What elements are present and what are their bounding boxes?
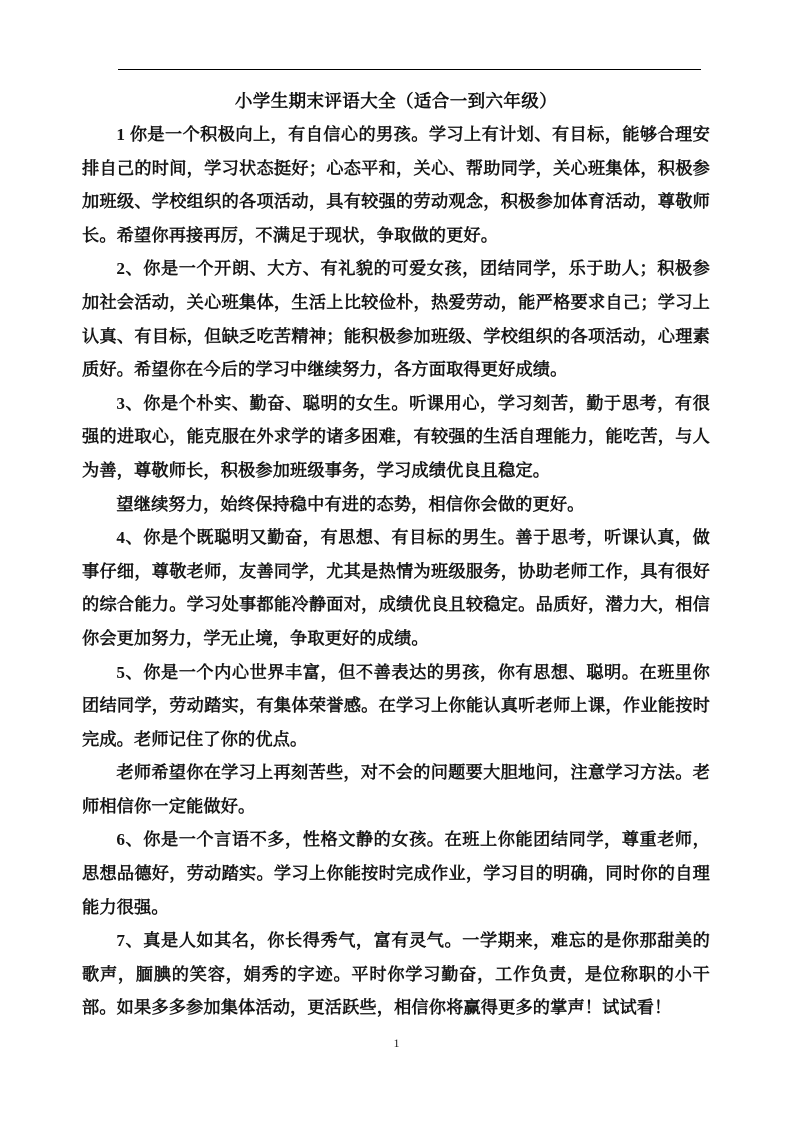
header-rule <box>118 69 701 70</box>
paragraph-comment-5-followup: 老师希望你在学习上再刻苦些，对不会的问题要大胆地问，注意学习方法。老师相信你一定能做好。 <box>82 763 710 816</box>
paragraph-comment-3: 3、你是个朴实、勤奋、聪明的女生。听课用心，学习刻苦，勤于思考，有很强的进取心，能克服在外求学的诸多困难，有较强的生活自理能力，能吃苦，与人为善，尊敬师长，积极参加班级事务，学习成绩优良且稳定。 <box>82 393 710 480</box>
paragraph-comment-4: 4、你是个既聪明又勤奋，有思想、有目标的男生。善于思考，听课认真，做事仔细，尊敬老师，友善同学，尤其是热情为班级服务，协助老师工作，具有很好的综合能力。学习处事都能冷静面对，成绩优良且较稳定。品质好，潜力大，相信你会更加努力，学无止境，争取更好的成绩。 <box>82 528 710 648</box>
page-number: 1 <box>393 1036 400 1050</box>
paragraph-comment-1: 1 你是一个积极向上，有自信心的男孩。学习上有计划、有目标，能够合理安排自己的时间，学习状态挺好；心态平和，关心、帮助同学，关心班集体，积极参加班级、学校组织的各项活动，具有较强的劳动观念，积极参加体育活动，尊敬师长。希望你再接再厉，不满足于现状，争取做的更好。 <box>82 125 710 245</box>
paragraph-comment-7: 7、真是人如其名，你长得秀气，富有灵气。一学期来，难忘的是你那甜美的歌声，腼腆的笑容，娟秀的字迹。平时你学习勤奋，工作负责，是位称职的小干部。如果多多参加集体活动，更活跃些，相信你将赢得更多的掌声！试试看！ <box>82 931 710 1018</box>
paragraph-comment-6: 6、你是一个言语不多，性格文静的女孩。在班上你能团结同学，尊重老师，思想品德好，劳动踏实。学习上你能按时完成作业，学习目的明确，同时你的自理能力很强。 <box>82 830 710 917</box>
page-title: 小学生期末评语大全（适合一到六年级） <box>234 91 558 111</box>
document-body <box>82 86 710 1025</box>
paragraph-comment-3-followup: 望继续努力，始终保持稳中有进的态势，相信你会做的更好。 <box>116 494 585 514</box>
paragraph-comment-5: 5、你是一个内心世界丰富，但不善表达的男孩，你有思想、聪明。在班里你团结同学，劳动踏实，有集体荣誉感。在学习上你能认真听老师上课，作业能按时完成。老师记住了你的优点。 <box>82 662 710 749</box>
paragraph-comment-2: 2、你是一个开朗、大方、有礼貌的可爱女孩，团结同学，乐于助人；积极参加社会活动，关心班集体，生活上比较俭朴，热爱劳动，能严格要求自己；学习上认真、有目标，但缺乏吃苦精神；能积极参加班级、学校组织的各项活动，心理素质好。希望你在今后的学习中继续努力，各方面取得更好成绩。 <box>82 259 710 380</box>
